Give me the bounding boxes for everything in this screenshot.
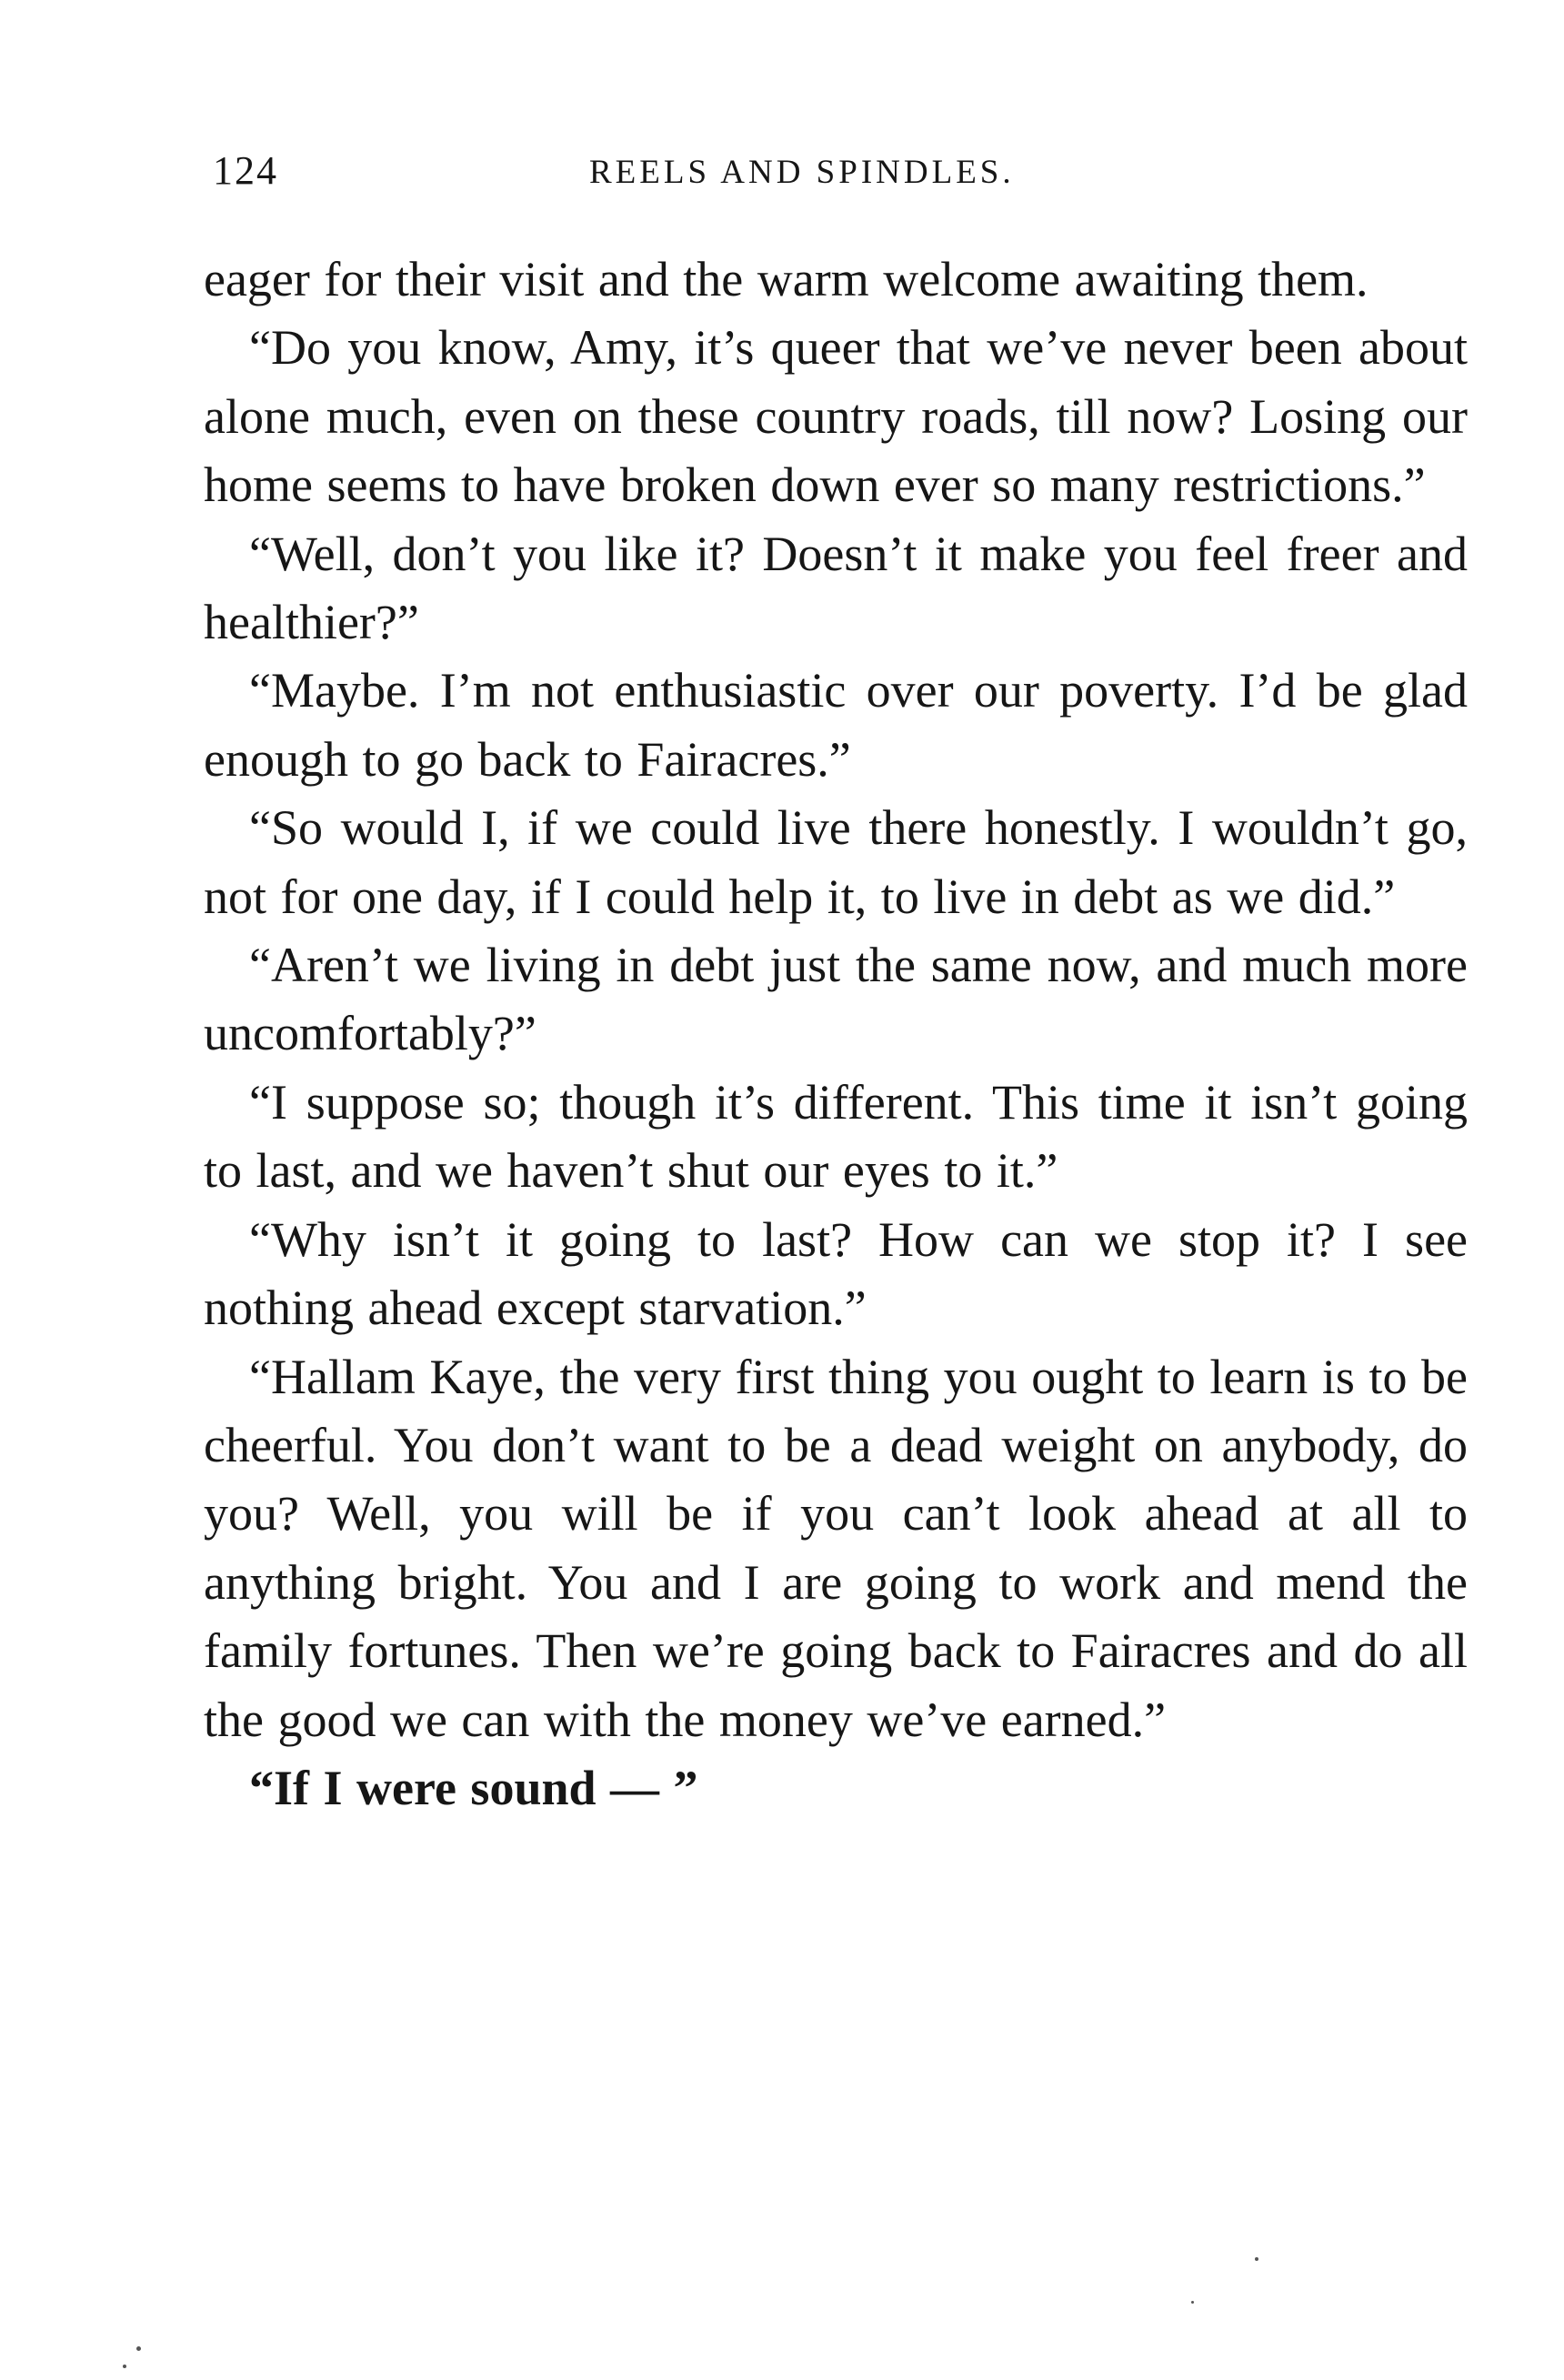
paragraph: “Hallam Kaye, the very first thing you ought to learn is to be cheerful. You don’t want to be a dead weight on anybody, do you? Well, you will be if you can’t look ahead at all to anything bright. You and I are going to work and mend the family fortunes. Then we’re going back to Fairacres and do all the good we can with the money we’ve earned.” <box>204 1349 1468 1747</box>
paragraph: “Maybe. I’m not enthusiastic over our poverty. I’d be glad enough to go back to Fairacres.” <box>204 663 1468 787</box>
scan-speck <box>1191 2301 1194 2304</box>
body-text <box>204 246 1468 1823</box>
scan-speck <box>1255 2257 1258 2261</box>
paragraph: “So would I, if we could live there honestly. I wouldn’t go, not for one day, if I could help it, to live in debt as we did.” <box>204 800 1468 924</box>
running-title: REELS AND SPINDLES. <box>589 154 1015 191</box>
scan-speck <box>123 2365 126 2368</box>
book-page <box>204 136 1468 1823</box>
running-head <box>204 136 1468 209</box>
paragraph-final: “If I were sound — ” <box>249 1760 698 1815</box>
page-number: 124 <box>213 148 278 193</box>
paragraph: “Aren’t we living in debt just the same now, and much more uncomfortably?” <box>204 938 1468 1061</box>
paragraph-continuation: eager for their visit and the warm welcome awaiting them. <box>204 252 1368 306</box>
paragraph: “Well, don’t you like it? Doesn’t it make you feel freer and healthier?” <box>204 526 1468 650</box>
paragraph: “I suppose so; though it’s different. This time it isn’t going to last, and we haven’t shut our eyes to it.” <box>204 1074 1468 1199</box>
scan-speck <box>136 2346 141 2351</box>
paragraph: “Why isn’t it going to last? How can we stop it? I see nothing ahead except starvation.” <box>204 1211 1468 1336</box>
paragraph: “Do you know, Amy, it’s queer that we’ve never been about alone much, even on these country roads, till now? Losing our home seems to have broken down ever so many restrictions.” <box>204 320 1468 513</box>
